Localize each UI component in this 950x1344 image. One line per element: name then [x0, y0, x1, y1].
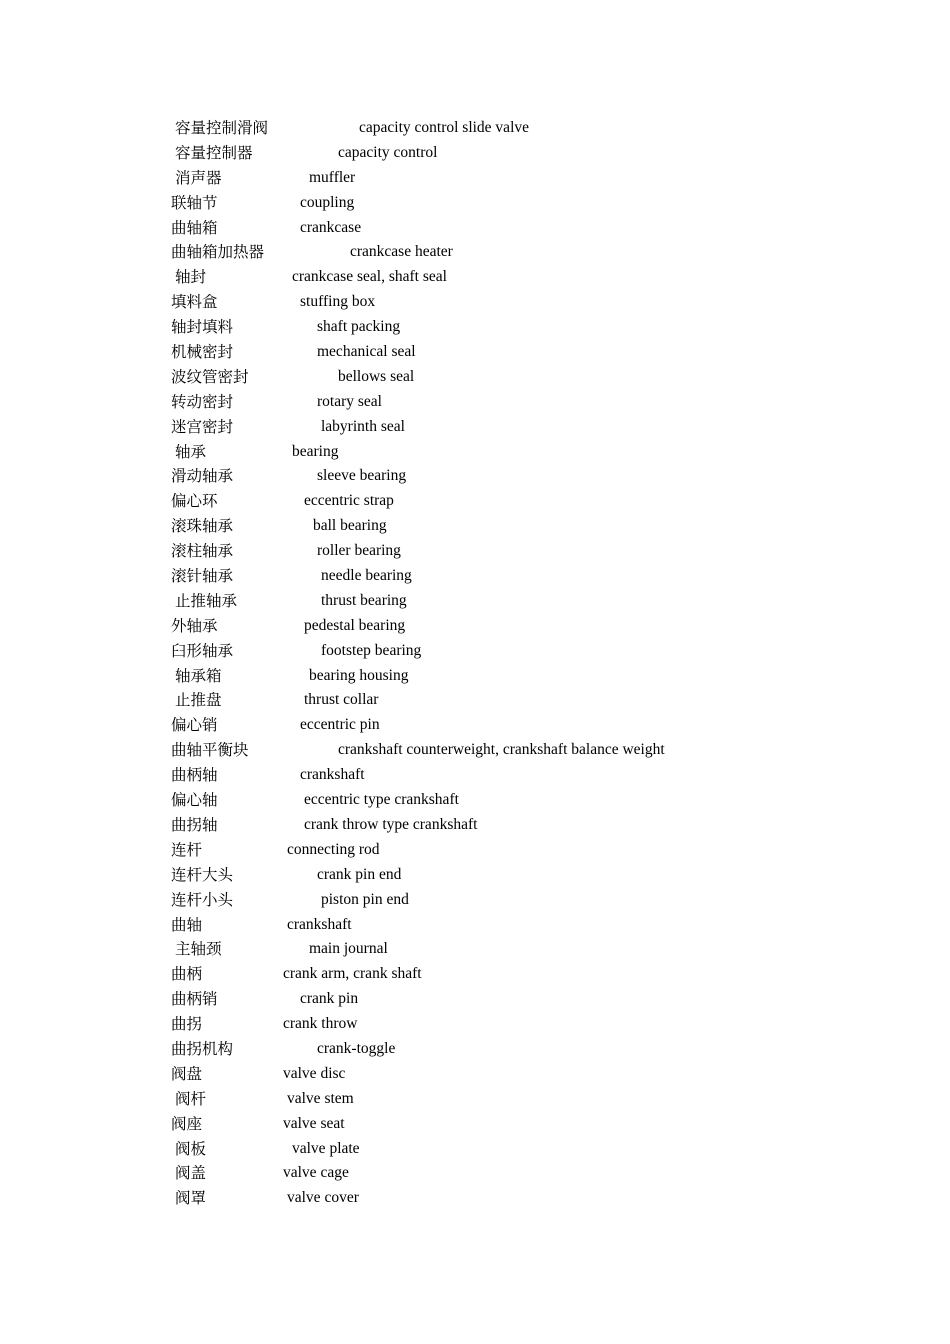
chinese-term: 曲拐 [171, 1015, 203, 1034]
english-term: footstep bearing [321, 641, 422, 659]
chinese-term: 轴承 [175, 442, 207, 461]
glossary-entry [0, 191, 950, 216]
chinese-term: 滚针轴承 [171, 567, 234, 586]
chinese-term: 曲拐轴 [171, 815, 218, 834]
english-term: crankshaft [287, 915, 352, 933]
chinese-term: 连杆大头 [171, 865, 234, 884]
english-term: coupling [300, 193, 355, 211]
chinese-term: 机械密封 [171, 343, 234, 362]
glossary-entry [0, 340, 950, 365]
chinese-term: 偏心轴 [171, 791, 218, 810]
english-term: main journal [309, 940, 388, 958]
english-term: crank pin [300, 990, 359, 1008]
chinese-term: 滚珠轴承 [171, 517, 234, 536]
glossary-entry [0, 1112, 950, 1137]
glossary-entry [0, 1087, 950, 1112]
glossary-entry [0, 838, 950, 863]
chinese-term: 主轴颈 [175, 940, 222, 959]
english-term: eccentric strap [304, 492, 394, 510]
english-term: shaft packing [317, 318, 401, 336]
chinese-term: 连杆小头 [171, 890, 234, 909]
chinese-term: 填料盒 [171, 293, 218, 312]
chinese-term: 转动密封 [171, 392, 234, 411]
glossary-entry [0, 564, 950, 589]
english-term: bearing housing [309, 666, 409, 684]
english-term: rotary seal [317, 392, 382, 410]
chinese-term: 联轴节 [171, 193, 218, 212]
chinese-term: 曲柄 [171, 965, 203, 984]
glossary-entry [0, 1186, 950, 1211]
english-term: roller bearing [317, 542, 401, 560]
chinese-term: 阀盘 [171, 1064, 203, 1083]
glossary-entry [0, 216, 950, 241]
glossary-entry [0, 166, 950, 191]
glossary-entry [0, 116, 950, 141]
english-term: crank arm, crank shaft [283, 965, 422, 983]
chinese-term: 容量控制滑阀 [175, 119, 269, 137]
glossary-entry [0, 962, 950, 987]
glossary-entry [0, 240, 950, 265]
english-term: crankshaft counterweight, crankshaft balance weight [338, 741, 665, 759]
english-term: needle bearing [321, 567, 412, 585]
chinese-term: 外轴承 [171, 616, 218, 635]
chinese-term: 止推盘 [175, 691, 222, 710]
glossary-entry [0, 365, 950, 390]
english-term: thrust bearing [321, 591, 407, 609]
glossary-entry [0, 489, 950, 514]
glossary-entry [0, 913, 950, 938]
glossary-entry [0, 589, 950, 614]
glossary-entry [0, 415, 950, 440]
glossary-entry [0, 1062, 950, 1087]
glossary-list [0, 116, 950, 1211]
chinese-term: 阀盖 [175, 1164, 207, 1183]
glossary-entry [0, 514, 950, 539]
chinese-term: 偏心销 [171, 716, 218, 735]
chinese-term: 轴承箱 [175, 666, 222, 685]
glossary-entry [0, 863, 950, 888]
chinese-term: 曲轴箱加热器 [171, 243, 265, 262]
glossary-entry [0, 265, 950, 290]
glossary-entry [0, 937, 950, 962]
glossary-entry [0, 390, 950, 415]
english-term: crankcase seal, shaft seal [292, 268, 447, 286]
glossary-entry [0, 788, 950, 813]
english-term: pedestal bearing [304, 616, 406, 634]
chinese-term: 连杆 [171, 840, 203, 859]
english-term: ball bearing [313, 517, 387, 535]
chinese-term: 曲拐机构 [171, 1039, 234, 1058]
english-term: capacity control slide valve [359, 119, 530, 136]
english-term: mechanical seal [317, 343, 416, 361]
glossary-entry [0, 315, 950, 340]
chinese-term: 曲柄销 [171, 990, 218, 1009]
glossary-entry [0, 141, 950, 166]
chinese-term: 阀杆 [175, 1089, 207, 1108]
glossary-entry [0, 813, 950, 838]
english-term: eccentric type crankshaft [304, 791, 459, 809]
english-term: piston pin end [321, 890, 409, 908]
glossary-entry [0, 539, 950, 564]
glossary-entry [0, 738, 950, 763]
english-term: valve stem [287, 1089, 354, 1107]
chinese-term: 止推轴承 [175, 591, 238, 610]
glossary-entry [0, 688, 950, 713]
chinese-term: 轴封 [175, 268, 207, 287]
english-term: valve cage [283, 1164, 349, 1182]
english-term: muffler [309, 168, 356, 186]
glossary-entry [0, 440, 950, 465]
english-term: valve plate [292, 1139, 360, 1157]
chinese-term: 阀罩 [175, 1189, 207, 1208]
chinese-term: 滑动轴承 [171, 467, 234, 486]
english-term: crankcase heater [350, 243, 453, 261]
glossary-entry [0, 1037, 950, 1062]
chinese-term: 阀座 [171, 1114, 203, 1133]
english-term: valve seat [283, 1114, 345, 1132]
glossary-entry [0, 888, 950, 913]
glossary-entry [0, 1161, 950, 1186]
english-term: thrust collar [304, 691, 379, 709]
chinese-term: 曲轴平衡块 [171, 741, 249, 760]
english-term: valve cover [287, 1189, 359, 1207]
english-term: crank throw type crankshaft [304, 815, 478, 833]
chinese-term: 轴封填料 [171, 318, 234, 337]
english-term: crank throw [283, 1015, 358, 1033]
chinese-term: 消声器 [175, 168, 222, 187]
chinese-term: 偏心环 [171, 492, 218, 511]
chinese-term: 容量控制器 [175, 143, 253, 162]
english-term: bellows seal [338, 367, 415, 385]
english-term: sleeve bearing [317, 467, 407, 485]
glossary-entry [0, 639, 950, 664]
english-term: stuffing box [300, 293, 376, 311]
chinese-term: 曲轴 [171, 915, 203, 934]
english-term: capacity control [338, 143, 438, 161]
english-term: crank-toggle [317, 1039, 396, 1057]
english-term: connecting rod [287, 840, 380, 858]
glossary-entry [0, 1137, 950, 1162]
english-term: crankshaft [300, 766, 365, 784]
glossary-entry [0, 987, 950, 1012]
english-term: crankcase [300, 218, 362, 236]
glossary-entry [0, 1012, 950, 1037]
glossary-entry [0, 713, 950, 738]
chinese-term: 迷宫密封 [171, 417, 234, 436]
glossary-entry [0, 614, 950, 639]
chinese-term: 波纹管密封 [171, 367, 249, 386]
glossary-entry [0, 464, 950, 489]
chinese-term: 曲柄轴 [171, 766, 218, 785]
glossary-entry [0, 763, 950, 788]
chinese-term: 曲轴箱 [171, 218, 218, 237]
english-term: valve disc [283, 1064, 346, 1082]
english-term: eccentric pin [300, 716, 380, 734]
chinese-term: 滚柱轴承 [171, 542, 234, 561]
glossary-entry [0, 290, 950, 315]
glossary-entry [0, 664, 950, 689]
chinese-term: 阀板 [175, 1139, 207, 1158]
english-term: crank pin end [317, 865, 402, 883]
english-term: labyrinth seal [321, 417, 405, 435]
chinese-term: 臼形轴承 [171, 641, 234, 660]
english-term: bearing [292, 442, 339, 460]
